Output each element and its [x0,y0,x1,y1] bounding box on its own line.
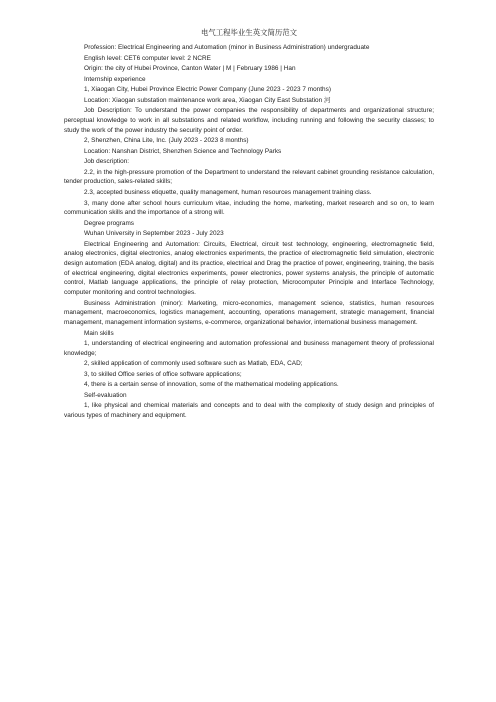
resume-page [64,28,434,422]
self-evaluation-item-1: 1, like physical and chemical materials and concepts and to deal with the complexity of study design and principles of various types of machinery and equipment. [64,402,434,420]
section-heading-degree: Degree programs [84,219,135,227]
internship-1-description: Job Description: To understand the power companies the responsibility of departments and organizational structure; perceptual knowledge to work in all substations and related workflow, including running and following the security classes; to study the work of the power industry the security point of order. [64,107,434,134]
skill-item-3: 3, to skilled Office series of office software applications; [84,370,242,378]
skill-item-4: 4, there is a certain sense of innovation, some of the mathematical modeling applications. [84,381,339,389]
internship-1-title: 1, Xiaogan City, Hubei Province Electric Power Company (June 2023 - 2023 7 months) [84,86,331,94]
section-heading-internship: Internship experience [84,75,146,83]
internship-2-item-2-2: 2.2, in the high-pressure promotion of the Department to understand the relevant cabinet grounding resistance calculation, tender production, sales-related skills; [64,168,434,186]
english-level-line: English level: CET6 computer level: 2 NCRE [84,54,211,62]
internship-2-title: 2, Shenzhen, China Lite, Inc. (July 2023 - 2023 8 months) [84,137,249,145]
major-courses: Electrical Engineering and Automation: Circuits, Electrical, circuit test technology, engineering, electromagnetic field, analog electronics, digital electronics, analog electronics experiments, the practice of electromagnetic field simulation, electronic design automation (EDA analog, digital) and its practice, electrical and Drag the practice of power, engineering, training, the basis of electrical engineering, digital electronics experiments, power electronics, power systems analysis, the principle of automatic control, Matlab language applications, the principle of relay protection, Microcomputer Principle and Interface Technology, computer monitoring and control technologies. [64,240,434,297]
internship-1-location: Location: Xiaogan substation maintenance work area, Xiaogan City East Substation 河 [84,96,331,104]
minor-courses: Business Administration (minor): Marketing, micro-economics, management science, statistics, human resources management, macroeconomics, logistics management, accounting, operations management, strategic management, financial management, management information systems, e-commerce, organizational behavior, international business management. [64,299,434,326]
section-heading-skills: Main skills [84,329,114,337]
internship-2-item-2-3: 2.3, accepted business etiquette, quality management, human resources management training class. [84,188,372,196]
skill-item-1: 1, understanding of electrical engineering and automation professional and business management theory of professional knowledge; [64,340,434,357]
university-line: Wuhan University in September 2023 - July 2023 [84,230,224,238]
origin-line: Origin: the city of Hubei Province, Canton Water | M | February 1986 | Han [84,65,296,73]
section-heading-self-evaluation: Self-evaluation [84,391,127,399]
internship-2-description-label: Job description: [84,158,130,166]
skill-item-2: 2, skilled application of commonly used software such as Matlab, EDA, CAD; [84,360,303,368]
profession-line: Profession: Electrical Engineering and Automation (minor in Business Administration) undergraduate [84,44,370,51]
internship-2-location: Location: Nanshan District, Shenzhen Science and Technology Parks [84,147,282,155]
page-title: 电气工程毕业生英文简历范文 [200,28,298,37]
internship-3-description: 3, many done after school hours curriculum vitae, including the home, marketing, market research and so on, to learn communication skills and the importance of a strong will. [64,199,434,217]
